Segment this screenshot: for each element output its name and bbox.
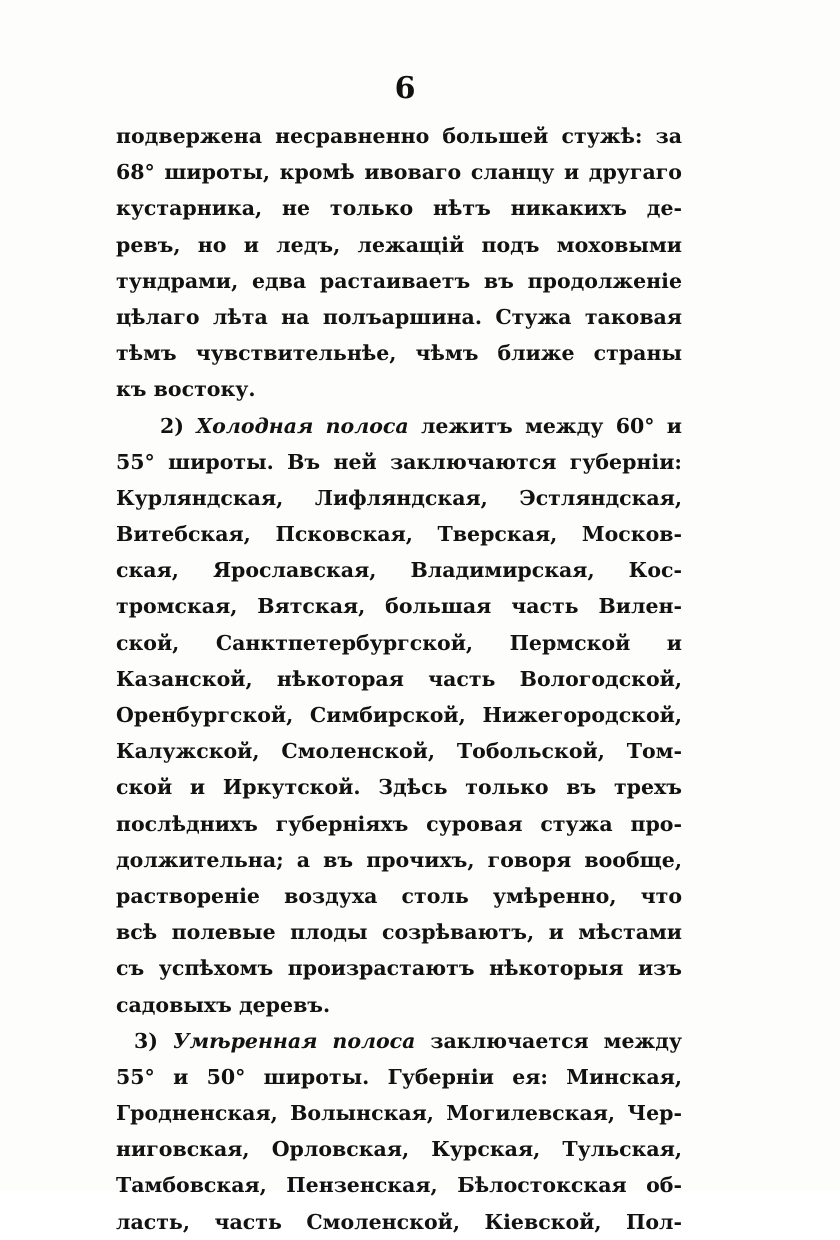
text-line: Гродненская, Волынская, Могилевская, Чер- — [116, 1101, 682, 1126]
text-line: ской, Санктпетербургской, Пермской и — [116, 630, 682, 655]
text-line: Витебская, Псковская, Тверская, Москов- — [116, 522, 682, 547]
text-line: 68° широты, кромѣ ивоваго сланцу и другаго — [116, 160, 682, 185]
section-heading-line — [116, 1023, 682, 1059]
section-heading-rest: заключается между — [415, 1028, 682, 1053]
text-line: Оренбургской, Симбирской, Нижегородской, — [116, 703, 682, 727]
text-line: тромская, Вятская, большая часть Вилен- — [116, 594, 682, 619]
paragraph-end-line: къ востоку. — [116, 377, 256, 402]
text-line: раствореніе воздуха столь умѣренно, что — [116, 883, 682, 908]
text-line: кустарника, не только нѣтъ никакихъ де- — [116, 196, 682, 221]
paragraph-end-line: садовыхъ деревъ. — [116, 992, 331, 1017]
text-line: Казанской, нѣкоторая часть Вологодской, — [116, 666, 682, 691]
text-line: ласть, часть Смоленской, Кіевской, Пол- — [116, 1209, 682, 1234]
text-line: 55° и 50° широты. Губерніи ея: Минская, — [116, 1064, 682, 1089]
text-line: 55° широты. Въ ней заключаются губерніи: — [116, 449, 682, 474]
zone-title-temperate: Умѣренная полоса — [172, 1028, 416, 1053]
zone-title-cold: Холодная полоса — [196, 413, 409, 438]
text-line: ниговская, Орловская, Курская, Тульская, — [116, 1137, 682, 1162]
section-number: 2) — [160, 413, 197, 438]
text-line: послѣднихъ губерніяхъ суровая стужа про- — [116, 811, 682, 836]
text-line: подвержена несравненно большей стужѣ: за — [116, 124, 682, 148]
text-line: всѣ полевые плоды созрѣваютъ, и мѣстами — [116, 920, 682, 945]
text-line: цѣлаго лѣта на полъаршина. Стужа таковая — [116, 304, 682, 329]
page-number: 6 — [394, 71, 416, 106]
text-line: Калужской, Смоленской, Тобольской, Том- — [116, 739, 682, 764]
text-line: Курляндская, Лифляндская, Эстляндская, — [116, 485, 682, 510]
text-line: тундрами, едва растаиваетъ въ продолженіе — [116, 268, 682, 293]
text-line: ревъ, но и ледъ, лежащій подъ моховыми — [116, 232, 682, 257]
text-line: Тамбовская, Пензенская, Бѣлостокская об- — [116, 1173, 682, 1198]
text-line: должительна; а въ прочихъ, говоря вообще, — [116, 847, 682, 872]
text-line: ская, Ярославская, Владимирская, Кос- — [116, 558, 682, 583]
section-heading-rest: лежитъ между 60° и — [408, 413, 682, 438]
section-number: 3) — [134, 1028, 173, 1053]
body-text — [116, 118, 682, 1240]
section-heading-line — [116, 408, 682, 444]
text-line: тѣмъ чувствительнѣе, чѣмъ ближе страны — [116, 341, 682, 366]
text-line: съ успѣхомъ произрастаютъ нѣкоторыя изъ — [116, 956, 682, 981]
text-line: ской и Иркутской. Здѣсь только въ трехъ — [116, 775, 682, 800]
